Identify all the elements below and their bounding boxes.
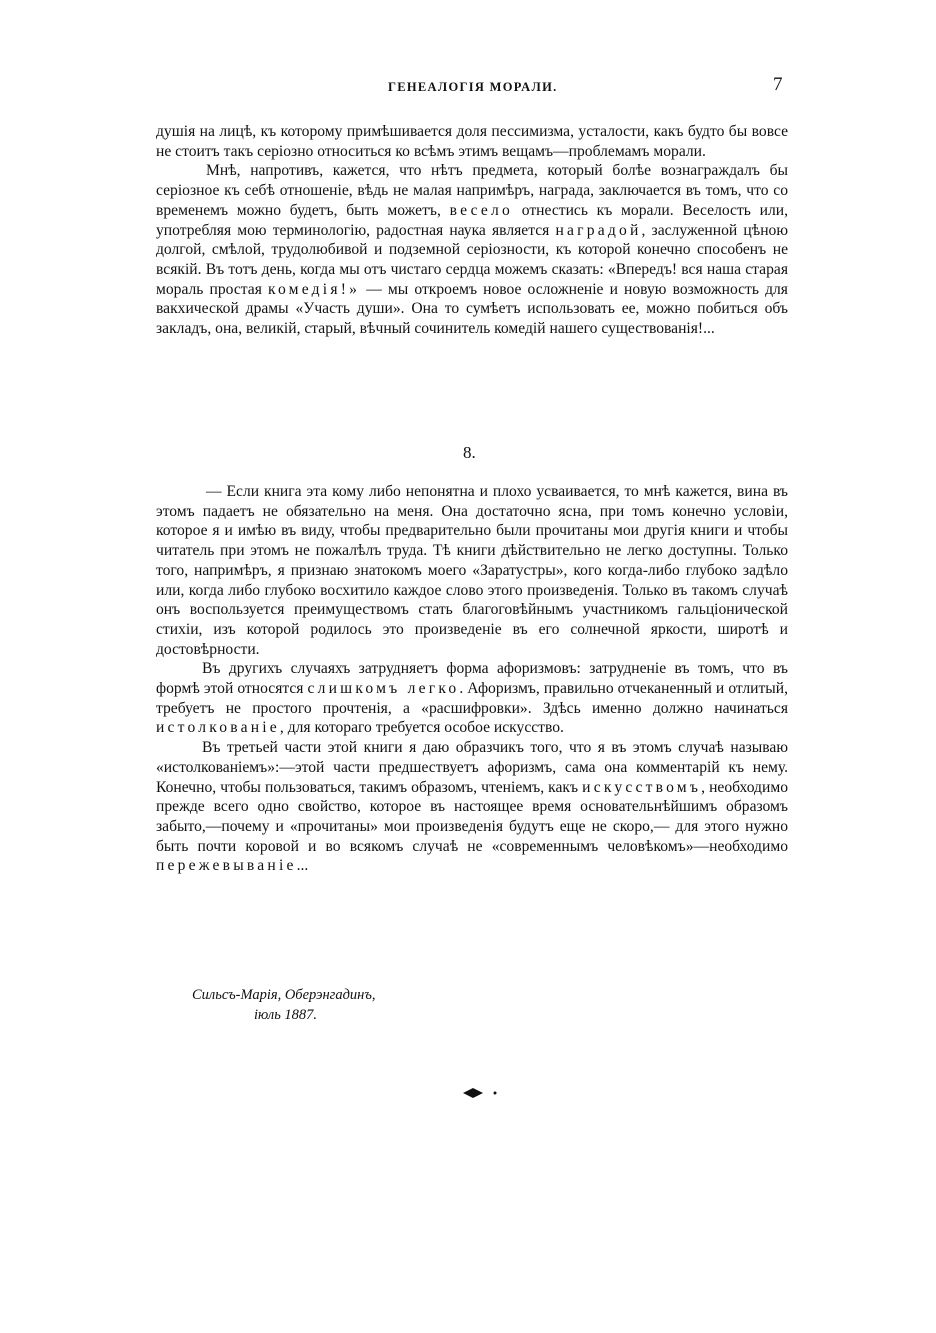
text-run: Мнѣ, напротивъ, кажется, что нѣтъ предмета, который болѣе вознаграждалъ бы серіозное къ себѣ отношеніе, вѣдь не малая напримѣръ, награда, заключается въ томъ, что со временемъ можно будетъ, быть можетъ, (156, 162, 788, 219)
emphasis-spaced: весело (449, 201, 514, 219)
signature-place: Сильсъ-Марія, Оберэнгадинъ, (192, 987, 376, 1003)
paragraph: душія на лицѣ, къ которому примѣшивается доля пессимизма, усталости, какъ будто бы вовсе не стоитъ такъ серіозно относиться ко всѣмъ этимъ вещамъ—проблемамъ морали. (156, 123, 788, 160)
text-run: . Афоризмъ, правильно отчеканенный и отлитый, требуетъ не простого прочтенія, а «расшифровки». Здѣсь именно должно начинаться (156, 680, 788, 717)
paragraph (156, 659, 788, 738)
signature-date: іюль 1887. (254, 1007, 318, 1023)
text-run: Въ другихъ случаяхъ затрудняетъ форма афоризмовъ: затрудненіе въ томъ, что въ формѣ этой относятся (156, 660, 788, 698)
paragraph (156, 738, 788, 876)
text-run: Въ третьей части этой книги я даю образчикъ того, что я въ этомъ случаѣ называю «истолкованіемъ»:—этой части предшествуетъ афоризмъ, сама она комментарій къ нему. Конечно, чтобы пользоваться, такимъ образомъ, чтеніемъ, какъ (156, 739, 788, 796)
text-run: , для котораго требуется особое искусство. (279, 719, 564, 737)
continuation-text (156, 122, 788, 339)
section-number: 8. (463, 443, 476, 462)
text-run: ... (296, 857, 309, 875)
emphasis-spaced: истолкованіе (156, 719, 280, 737)
emphasis-spaced: искусствомъ (582, 778, 702, 796)
emphasis-spaced: комедія!» (268, 280, 361, 298)
section-text (156, 482, 788, 876)
fleuron-icon (461, 1085, 501, 1101)
text-run: отнестись къ морали. Веселость или, употребляя мою терминологію, радостная наука является (156, 201, 788, 239)
fleuron-shape (463, 1088, 483, 1098)
text-run: — мы откроемъ новое осложненіе и новую возможность для вакхической драмы «Участь души». Она то сумѣетъ использовать ее, можно побиться объ закладъ, она, великій, старый, вѣчный сочинитель комедій нашего существованія!... (156, 280, 788, 338)
emphasis-spaced: слишкомъ легко (307, 680, 460, 698)
signature (192, 985, 376, 1025)
text-run: , необходимо прежде всего одно свойство, которое въ настоящее время основательнѣйшимъ образомъ забыто,—почему и «прочитаны» мои произведенія будутъ еще не скоро,— для этого нужно быть почти коровой и во всякомъ случаѣ не «современнымъ человѣкомъ»—необходимо (156, 778, 788, 855)
paragraph (156, 161, 788, 338)
emphasis-spaced: наградой (555, 221, 642, 239)
running-title: ГЕНЕАЛОГІЯ МОРАЛИ. (388, 80, 558, 94)
text-run: , заслуженной цѣною долгой, смѣлой, трудолюбивой и подземной серіозности, къ которой конечно способенъ не всякій. Въ тотъ день, когда мы отъ чистаго сердца можемъ сказать: «Впередъ! вся наша старая мораль простая (156, 221, 788, 298)
page-number: 7 (773, 74, 783, 95)
fleuron-dot (494, 1092, 497, 1095)
paragraph: — Если книга эта кому либо непонятна и плохо усваивается, то мнѣ кажется, вина въ этомъ падаетъ не обязательно на меня. Она достаточно ясна, при томъ конечно условіи, которое я и имѣю въ виду, чтобы предварительно были прочитаны мои другія книги и чтобы читатель при этомъ не пожалѣлъ труда. Тѣ книги дѣйствительно не легко доступны. Только того, напримѣръ, я признаю знатокомъ моего «Заратустры», кого когда-либо глубоко задѣло или, когда либо глубоко восхитило каждое слово этого произведенія. Только въ такомъ случаѣ онъ воспользуется преимуществомъ стать благоговѣйнымъ участникомъ гальціонической стихіи, изъ которой родилось это произведеніе въ его солнечной яркости, широтѣ и достовѣрности. (156, 483, 788, 658)
emphasis-spaced: пережевываніе (156, 857, 297, 875)
